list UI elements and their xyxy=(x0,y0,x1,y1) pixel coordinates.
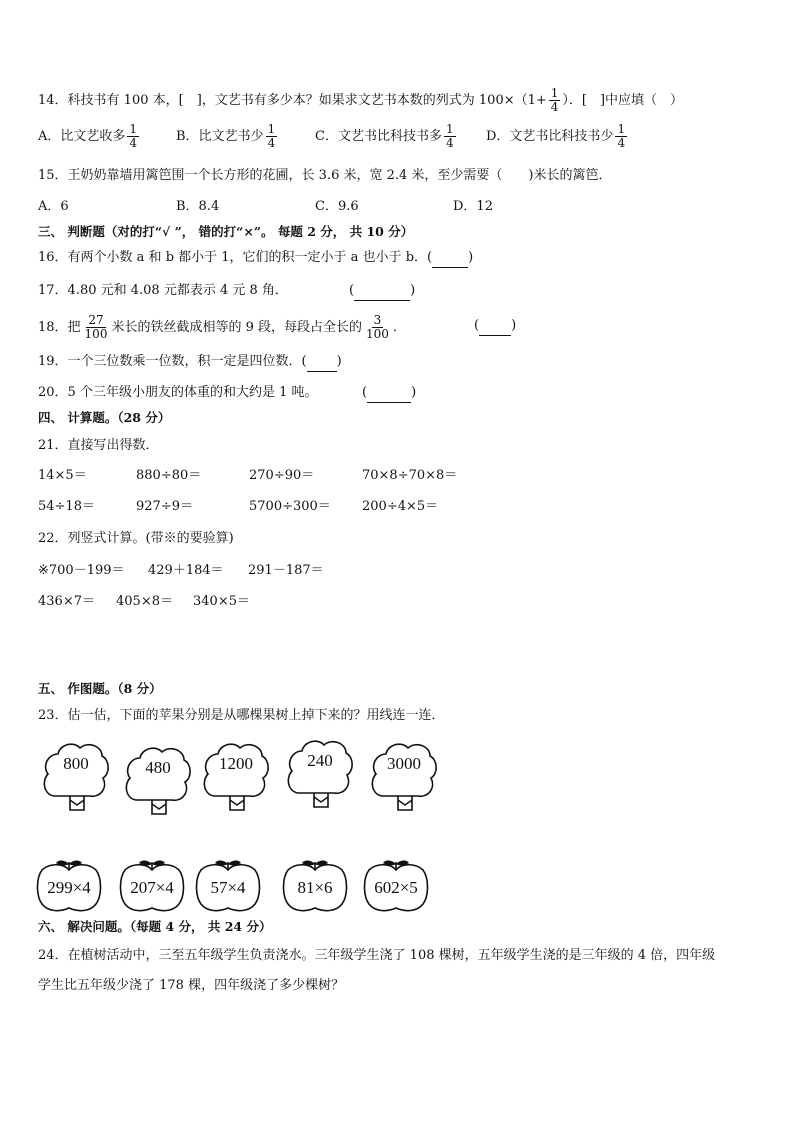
fraction-numerator: 1 xyxy=(617,122,626,136)
fraction-denominator: 4 xyxy=(550,100,559,114)
calc-item: 340×5＝ xyxy=(193,594,250,609)
answer-blank[interactable] xyxy=(367,384,411,403)
apple-expression: 299×4 xyxy=(47,878,91,897)
section-4-heading: 四、 计算题。（28 分） xyxy=(38,410,171,425)
apple-1[interactable] xyxy=(36,858,102,914)
section-3-heading: 三、 判断题（对的打“√ ”， 错的打“×”。 每题 2 分， 共 10 分） xyxy=(38,224,414,239)
calc-item: 291－187＝ xyxy=(248,563,324,578)
section-6-heading: 六、 解决问题。（每题 4 分， 共 24 分） xyxy=(38,919,272,934)
calc-item: 880÷80＝ xyxy=(136,468,202,483)
calc-item: 14×5＝ xyxy=(38,468,87,483)
blank-close: ) xyxy=(468,250,474,265)
blank-open: ( xyxy=(349,283,355,298)
calc-item: 70×8÷70×8＝ xyxy=(362,468,458,483)
tree-icon xyxy=(284,735,356,815)
q15-option-a[interactable]: A．6 xyxy=(38,199,69,214)
q15-option-c[interactable]: C．9.6 xyxy=(315,199,359,214)
fraction-denominator: 4 xyxy=(267,136,276,150)
apple-expression: 207×4 xyxy=(130,878,174,897)
q18-text-after: ． xyxy=(392,319,406,335)
q17-text: 17．4.80 元和 4.08 元都表示 4 元 8 角． xyxy=(38,283,288,298)
tree-icon xyxy=(40,738,112,818)
question-24-line-2: 学生比五年级少浇了 178 棵，四年级浇了多少棵树？ xyxy=(38,978,345,993)
option-fraction xyxy=(444,123,456,150)
calc-item: 429＋184＝ xyxy=(148,563,224,578)
answer-blank[interactable] xyxy=(479,317,511,336)
tree-2[interactable] xyxy=(122,742,194,822)
apple-expression: 81×6 xyxy=(297,878,333,897)
q18-text-middle: 米长的铁丝截成相等的 9 段，每段占全长的 xyxy=(111,319,362,335)
fraction-numerator: 1 xyxy=(267,122,276,136)
question-16 xyxy=(38,249,473,268)
fraction-denominator: 4 xyxy=(129,136,138,150)
option-fraction xyxy=(615,123,627,150)
option-label: D．文艺书比科技书少 xyxy=(486,128,614,144)
question-23: 23．估一估，下面的苹果分别是从哪棵果树上掉下来的？用线连一连． xyxy=(38,708,445,723)
calc-item: 270÷90＝ xyxy=(249,468,315,483)
fraction-numerator: 27 xyxy=(88,313,104,327)
q14-option-a[interactable] xyxy=(38,123,141,150)
q16-text: 16．有两个小数 a 和 b 都小于 1，它们的积一定小于 a 也小于 b．( xyxy=(38,250,433,265)
blank-close: ) xyxy=(411,385,417,400)
q14-fraction xyxy=(549,87,561,114)
tree-value: 3000 xyxy=(387,754,421,773)
question-21: 21．直接写出得数． xyxy=(38,438,159,453)
question-15: 15．王奶奶靠墙用篱笆围一个长方形的花圃，长 3.6 米，宽 2.4 米，至少需要（ )米长的篱笆． xyxy=(38,168,612,183)
calc-item: 54÷18＝ xyxy=(38,499,95,514)
blank-open: ( xyxy=(474,318,480,333)
question-18 xyxy=(38,314,406,341)
q19-text: 19．一个三位数乘一位数，积一定是四位数．( xyxy=(38,354,307,369)
calc-item: 927÷9＝ xyxy=(136,499,193,514)
blank-close: ) xyxy=(410,283,416,298)
q14-option-b[interactable] xyxy=(176,123,279,150)
blank-close: ) xyxy=(511,318,517,333)
q14-option-d[interactable] xyxy=(486,123,629,150)
tree-icon xyxy=(368,738,440,818)
calc-item: 405×8＝ xyxy=(116,594,173,609)
tree-value: 1200 xyxy=(219,754,253,773)
answer-blank[interactable] xyxy=(307,353,337,372)
tree-value: 480 xyxy=(145,758,171,777)
option-label: A．比文艺收多 xyxy=(38,128,126,144)
q15-option-b[interactable]: B．8.4 xyxy=(176,199,220,214)
tree-icon xyxy=(200,738,272,818)
tree-icon xyxy=(122,742,194,822)
tree-value: 240 xyxy=(307,751,333,770)
q18-answer xyxy=(474,317,516,336)
option-fraction xyxy=(266,123,278,150)
answer-blank[interactable] xyxy=(354,282,410,301)
question-24-line-1: 24．在植树活动中，三至五年级学生负责浇水。三年级学生浇了 108 棵树，五年级学生浇的是三年级的 4 倍，四年级 xyxy=(38,948,716,963)
fraction-numerator: 3 xyxy=(373,313,382,327)
apple-expression: 57×4 xyxy=(210,878,246,897)
apple-4[interactable] xyxy=(282,858,348,914)
blank-open: ( xyxy=(362,385,368,400)
option-label: C．文艺书比科技书多 xyxy=(315,128,442,144)
calc-item: ※700－199＝ xyxy=(38,563,125,578)
fraction-denominator: 100 xyxy=(366,327,389,341)
blank-close: ) xyxy=(336,354,342,369)
fraction-denominator: 100 xyxy=(84,327,108,341)
question-20 xyxy=(38,384,317,402)
q14-text-after: ）．[ ]中应填（ ） xyxy=(562,92,684,108)
answer-blank[interactable] xyxy=(432,249,468,268)
q17-answer xyxy=(349,282,415,301)
fraction-denominator: 4 xyxy=(445,136,454,150)
calc-item: 436×7＝ xyxy=(38,594,95,609)
apple-expression: 602×5 xyxy=(374,878,418,897)
q18-text-before: 18．把 xyxy=(38,319,81,335)
q18-fraction-1 xyxy=(83,314,110,341)
fraction-numerator: 1 xyxy=(129,122,138,136)
q14-text-before: 14．科技书有 100 本，[ ]，文艺书有多少本？如果求文艺书本数的列式为 100×（1+ xyxy=(38,92,547,108)
apple-3[interactable] xyxy=(195,858,261,914)
q20-text: 20．5 个三年级小朋友的体重的和大约是 1 吨。 xyxy=(38,385,318,400)
q20-answer xyxy=(362,384,416,403)
option-fraction xyxy=(127,123,139,150)
question-19 xyxy=(38,353,342,372)
tree-3[interactable] xyxy=(200,738,272,818)
apple-2[interactable] xyxy=(119,858,185,914)
calc-item: 5700÷300＝ xyxy=(249,499,331,514)
apple-5[interactable] xyxy=(363,858,429,914)
tree-4[interactable] xyxy=(284,735,356,815)
tree-5[interactable] xyxy=(368,738,440,818)
q15-option-d[interactable]: D．12 xyxy=(453,199,493,214)
question-22: 22．列竖式计算。(带※的要验算) xyxy=(38,531,234,546)
q14-option-c[interactable] xyxy=(315,123,458,150)
tree-value: 800 xyxy=(63,754,89,773)
calc-item: 200÷4×5＝ xyxy=(362,499,439,514)
question-14 xyxy=(38,87,683,114)
fraction-denominator: 4 xyxy=(617,136,626,150)
question-17 xyxy=(38,282,288,300)
fraction-numerator: 1 xyxy=(550,86,559,100)
fraction-numerator: 1 xyxy=(445,122,454,136)
section-5-heading: 五、 作图题。（8 分） xyxy=(38,681,162,696)
q18-fraction-2 xyxy=(364,314,391,341)
tree-1[interactable] xyxy=(40,738,112,818)
option-label: B．比文艺书少 xyxy=(176,128,264,144)
